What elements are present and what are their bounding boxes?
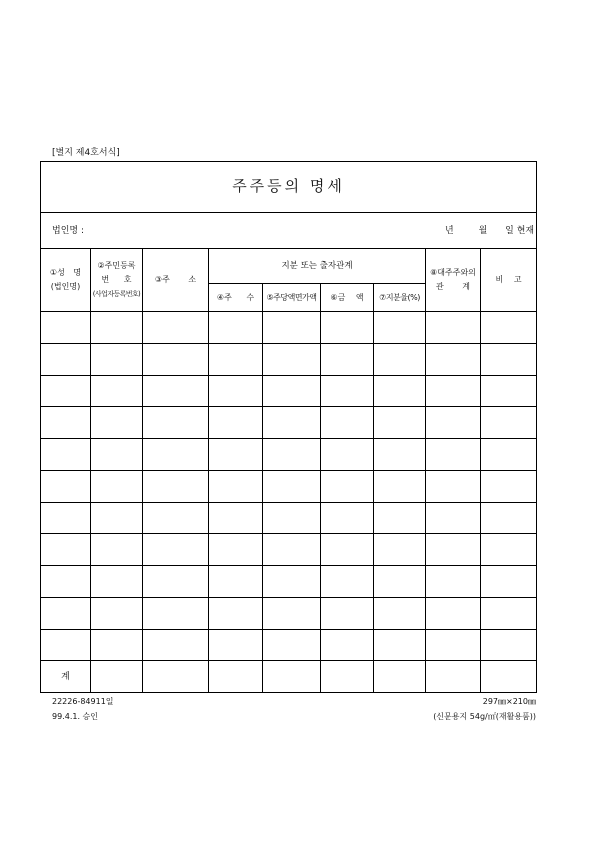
table-cell [41, 534, 91, 566]
table-cell [426, 343, 481, 375]
table-cell [481, 597, 537, 629]
table-cell [41, 597, 91, 629]
table-cell [321, 375, 374, 407]
table-cell [321, 502, 374, 534]
table-cell [263, 470, 321, 502]
table-cell [321, 534, 374, 566]
table-cell [481, 566, 537, 598]
table-cell [41, 407, 91, 439]
table-cell [374, 407, 426, 439]
form-code: 22226-84911일 [52, 697, 114, 706]
table-cell [91, 407, 143, 439]
header-id-line3: (사업자등록번호) [92, 290, 141, 298]
table-cell [481, 534, 537, 566]
title-row [41, 162, 537, 213]
corporation-cell [41, 213, 537, 249]
table-cell [481, 502, 537, 534]
table-cell [481, 407, 537, 439]
table-cell [91, 470, 143, 502]
table-cell [263, 534, 321, 566]
header-name [41, 249, 91, 312]
table-cell [209, 629, 263, 661]
table-cell [143, 312, 209, 344]
header-remarks [481, 249, 537, 312]
table-cell [426, 534, 481, 566]
table-row [41, 407, 537, 439]
table-cell [426, 470, 481, 502]
header-remarks-label: 비 고 [495, 275, 522, 284]
table-cell [143, 597, 209, 629]
table-cell [91, 312, 143, 344]
table-cell [263, 439, 321, 471]
table-cell [143, 343, 209, 375]
table-cell [374, 375, 426, 407]
table-cell [374, 470, 426, 502]
table-cell [374, 597, 426, 629]
table-cell [209, 502, 263, 534]
table-cell [263, 661, 321, 693]
table-cell [143, 566, 209, 598]
table-cell [41, 502, 91, 534]
table-cell [481, 375, 537, 407]
table-cell [209, 439, 263, 471]
date-year-label: 년 [444, 225, 454, 236]
table-cell [91, 661, 143, 693]
table-cell [321, 439, 374, 471]
header-relation-line2: 관 계 [436, 282, 470, 291]
header-relation-line1: ⑧대주주와의 [430, 268, 476, 277]
total-label-cell [41, 661, 91, 693]
table-cell [426, 661, 481, 693]
table-cell [209, 597, 263, 629]
as-of-date [445, 224, 534, 238]
table-cell [91, 502, 143, 534]
total-row [41, 661, 537, 693]
header-ratio [374, 284, 426, 312]
header-ownership-group [209, 249, 426, 284]
table-cell [374, 312, 426, 344]
table-cell [263, 343, 321, 375]
header-id-number [91, 249, 143, 312]
table-cell [143, 375, 209, 407]
table-cell [143, 661, 209, 693]
corporation-line [41, 224, 536, 238]
table-cell [481, 661, 537, 693]
table-cell [41, 470, 91, 502]
table-cell [426, 312, 481, 344]
table-cell [321, 407, 374, 439]
table-cell [143, 502, 209, 534]
table-cell [41, 375, 91, 407]
table-row [41, 470, 537, 502]
table-cell [321, 343, 374, 375]
table-row [41, 439, 537, 471]
table-cell [263, 597, 321, 629]
table-cell [41, 439, 91, 471]
table-cell [263, 629, 321, 661]
header-id-line2: 번 호 [101, 275, 132, 284]
paper-size: 297㎜×210㎜ [482, 697, 536, 706]
table-cell [426, 566, 481, 598]
table-cell [426, 597, 481, 629]
table-cell [426, 502, 481, 534]
header-relation [426, 249, 481, 312]
header-name-line: ①성 명 [49, 268, 82, 277]
table-cell [91, 439, 143, 471]
table-cell [143, 534, 209, 566]
table-cell [481, 629, 537, 661]
corporation-name-label: 법인명 : [52, 225, 84, 236]
table-cell [263, 375, 321, 407]
table-cell [91, 534, 143, 566]
table-cell [263, 407, 321, 439]
table-cell [91, 343, 143, 375]
title-cell [41, 162, 537, 213]
header-amount [321, 284, 374, 312]
table-cell [374, 439, 426, 471]
table-cell [426, 629, 481, 661]
table-cell [209, 534, 263, 566]
total-label: 계 [61, 671, 70, 682]
corporation-row [41, 213, 537, 249]
header-par-value-label: ⑤주당액면가액 [266, 292, 317, 302]
table-cell [374, 534, 426, 566]
table-cell [209, 375, 263, 407]
table-cell [263, 566, 321, 598]
table-cell [263, 502, 321, 534]
table-row [41, 566, 537, 598]
table-cell [374, 566, 426, 598]
table-cell [209, 407, 263, 439]
table-cell [374, 661, 426, 693]
header-name-sub: (법인명) [50, 282, 81, 291]
approval-date: 99.4.1. 승인 [52, 712, 98, 721]
table-cell [321, 597, 374, 629]
table-row [41, 534, 537, 566]
table-row [41, 375, 537, 407]
table-cell [209, 343, 263, 375]
header-par-value [263, 284, 321, 312]
table-cell [374, 502, 426, 534]
table-cell [209, 661, 263, 693]
table-cell [41, 343, 91, 375]
table-cell [91, 629, 143, 661]
page-title: 주주등의 명세 [232, 176, 345, 195]
header-shares [209, 284, 263, 312]
table-cell [426, 439, 481, 471]
header-id-line1: ②주민등록 [97, 261, 136, 270]
table-cell [321, 661, 374, 693]
form-number-label: [별지 제4호서식] [52, 148, 120, 158]
table-row [41, 312, 537, 344]
table-cell [426, 407, 481, 439]
table-cell [321, 470, 374, 502]
table-row [41, 597, 537, 629]
table-cell [91, 375, 143, 407]
table-cell [41, 566, 91, 598]
table-cell [91, 566, 143, 598]
table-cell [321, 566, 374, 598]
header-shares-label: ④주 수 [216, 292, 255, 302]
table-cell [481, 312, 537, 344]
footer-right [433, 694, 536, 724]
header-address-label: ③주 소 [154, 275, 197, 284]
table-cell [374, 629, 426, 661]
header-ratio-label: ⑦지분율(%) [379, 292, 420, 302]
table-cell [263, 312, 321, 344]
header-address [143, 249, 209, 312]
table-cell [143, 407, 209, 439]
header-ownership-group-label: 지분 또는 출자관계 [281, 261, 353, 271]
date-day-label: 일 현재 [505, 225, 535, 236]
table-cell [481, 439, 537, 471]
table-cell [209, 566, 263, 598]
table-row [41, 629, 537, 661]
table-cell [321, 312, 374, 344]
table-cell [209, 312, 263, 344]
table-cell [143, 629, 209, 661]
header-row-top [41, 249, 537, 284]
table-cell [41, 629, 91, 661]
paper-spec: (신문용지 54g/㎡(재활용품)) [433, 712, 536, 721]
table-row [41, 502, 537, 534]
table-cell [374, 343, 426, 375]
table-cell [481, 343, 537, 375]
shareholder-details-table [40, 161, 537, 693]
footer-left [52, 694, 114, 724]
date-month-label: 월 [478, 225, 488, 236]
table-cell [143, 439, 209, 471]
table-cell [143, 470, 209, 502]
table-cell [321, 629, 374, 661]
table-row [41, 343, 537, 375]
table-cell [209, 470, 263, 502]
table-cell [481, 470, 537, 502]
table-cell [91, 597, 143, 629]
table-cell [41, 312, 91, 344]
header-amount-label: ⑥금 액 [330, 292, 364, 302]
table-cell [426, 375, 481, 407]
